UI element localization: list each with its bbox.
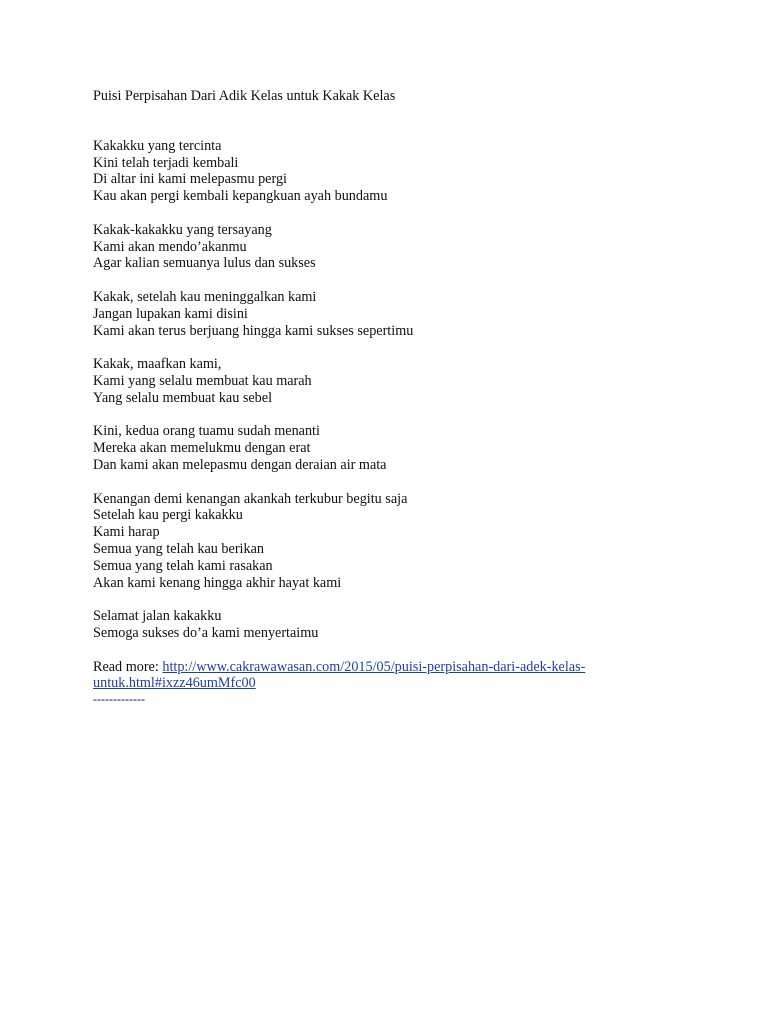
poem-line: Dan kami akan melepasmu dengan deraian air mata [93, 456, 387, 473]
poem-line: Kakakku yang tercinta [93, 137, 222, 154]
read-more [93, 659, 713, 693]
poem-line: Semoga sukses do’a kami menyertaimu [93, 624, 319, 641]
stanza-4 [93, 356, 713, 406]
poem-line: Di altar ini kami melepasmu pergi [93, 171, 287, 188]
poem-line: Kenangan demi kenangan akankah terkubur begitu saja [93, 490, 408, 507]
stanza-3 [93, 289, 713, 339]
stanza-7 [93, 608, 713, 642]
poem-line: Selamat jalan kakakku [93, 608, 222, 625]
read-more-link-line2[interactable]: untuk.html#ixzz46umMfc00 [93, 675, 256, 692]
poem-line: Yang selalu membuat kau sebel [93, 389, 273, 406]
poem-line: Kami akan terus berjuang hingga kami sukses sepertimu [93, 322, 414, 339]
poem [93, 138, 713, 642]
poem-line: Kini telah terjadi kembali [93, 154, 239, 171]
poem-line: Kakak, maafkan kami, [93, 356, 222, 373]
read-more-link-line1[interactable]: http://www.cakrawawasan.com/2015/05/puisi-perpisahan-dari-adek-kelas- [162, 658, 586, 675]
poem-line: Kakak-kakakku yang tersayang [93, 221, 272, 238]
poem-line: Mereka akan memelukmu dengan erat [93, 440, 311, 457]
poem-line: Kau akan pergi kembali kepangkuan ayah bundamu [93, 188, 388, 205]
poem-line: Kami yang selalu membuat kau marah [93, 372, 312, 389]
poem-line: Kakak, setelah kau meninggalkan kami [93, 288, 317, 305]
poem-line: Akan kami kenang hingga akhir hayat kami [93, 574, 342, 591]
document-body [93, 88, 713, 706]
separator-line: ------------- [93, 692, 145, 707]
poem-line: Semua yang telah kau berikan [93, 540, 264, 557]
stanza-6 [93, 491, 713, 592]
read-more-label: Read more: [93, 658, 159, 675]
poem-line: Kami harap [93, 524, 160, 541]
document-title: Puisi Perpisahan Dari Adik Kelas untuk Kakak Kelas [93, 88, 396, 104]
stanza-1 [93, 138, 713, 205]
poem-line: Kini, kedua orang tuamu sudah menanti [93, 423, 320, 440]
stanza-2 [93, 222, 713, 272]
poem-line: Kami akan mendo’akanmu [93, 238, 247, 255]
read-more-link[interactable] [93, 659, 585, 692]
poem-line: Jangan lupakan kami disini [93, 305, 248, 322]
poem-line: Semua yang telah kami rasakan [93, 557, 273, 574]
poem-line: Setelah kau pergi kakakku [93, 507, 243, 524]
stanza-5 [93, 423, 713, 473]
poem-line: Agar kalian semuanya lulus dan sukses [93, 255, 316, 272]
